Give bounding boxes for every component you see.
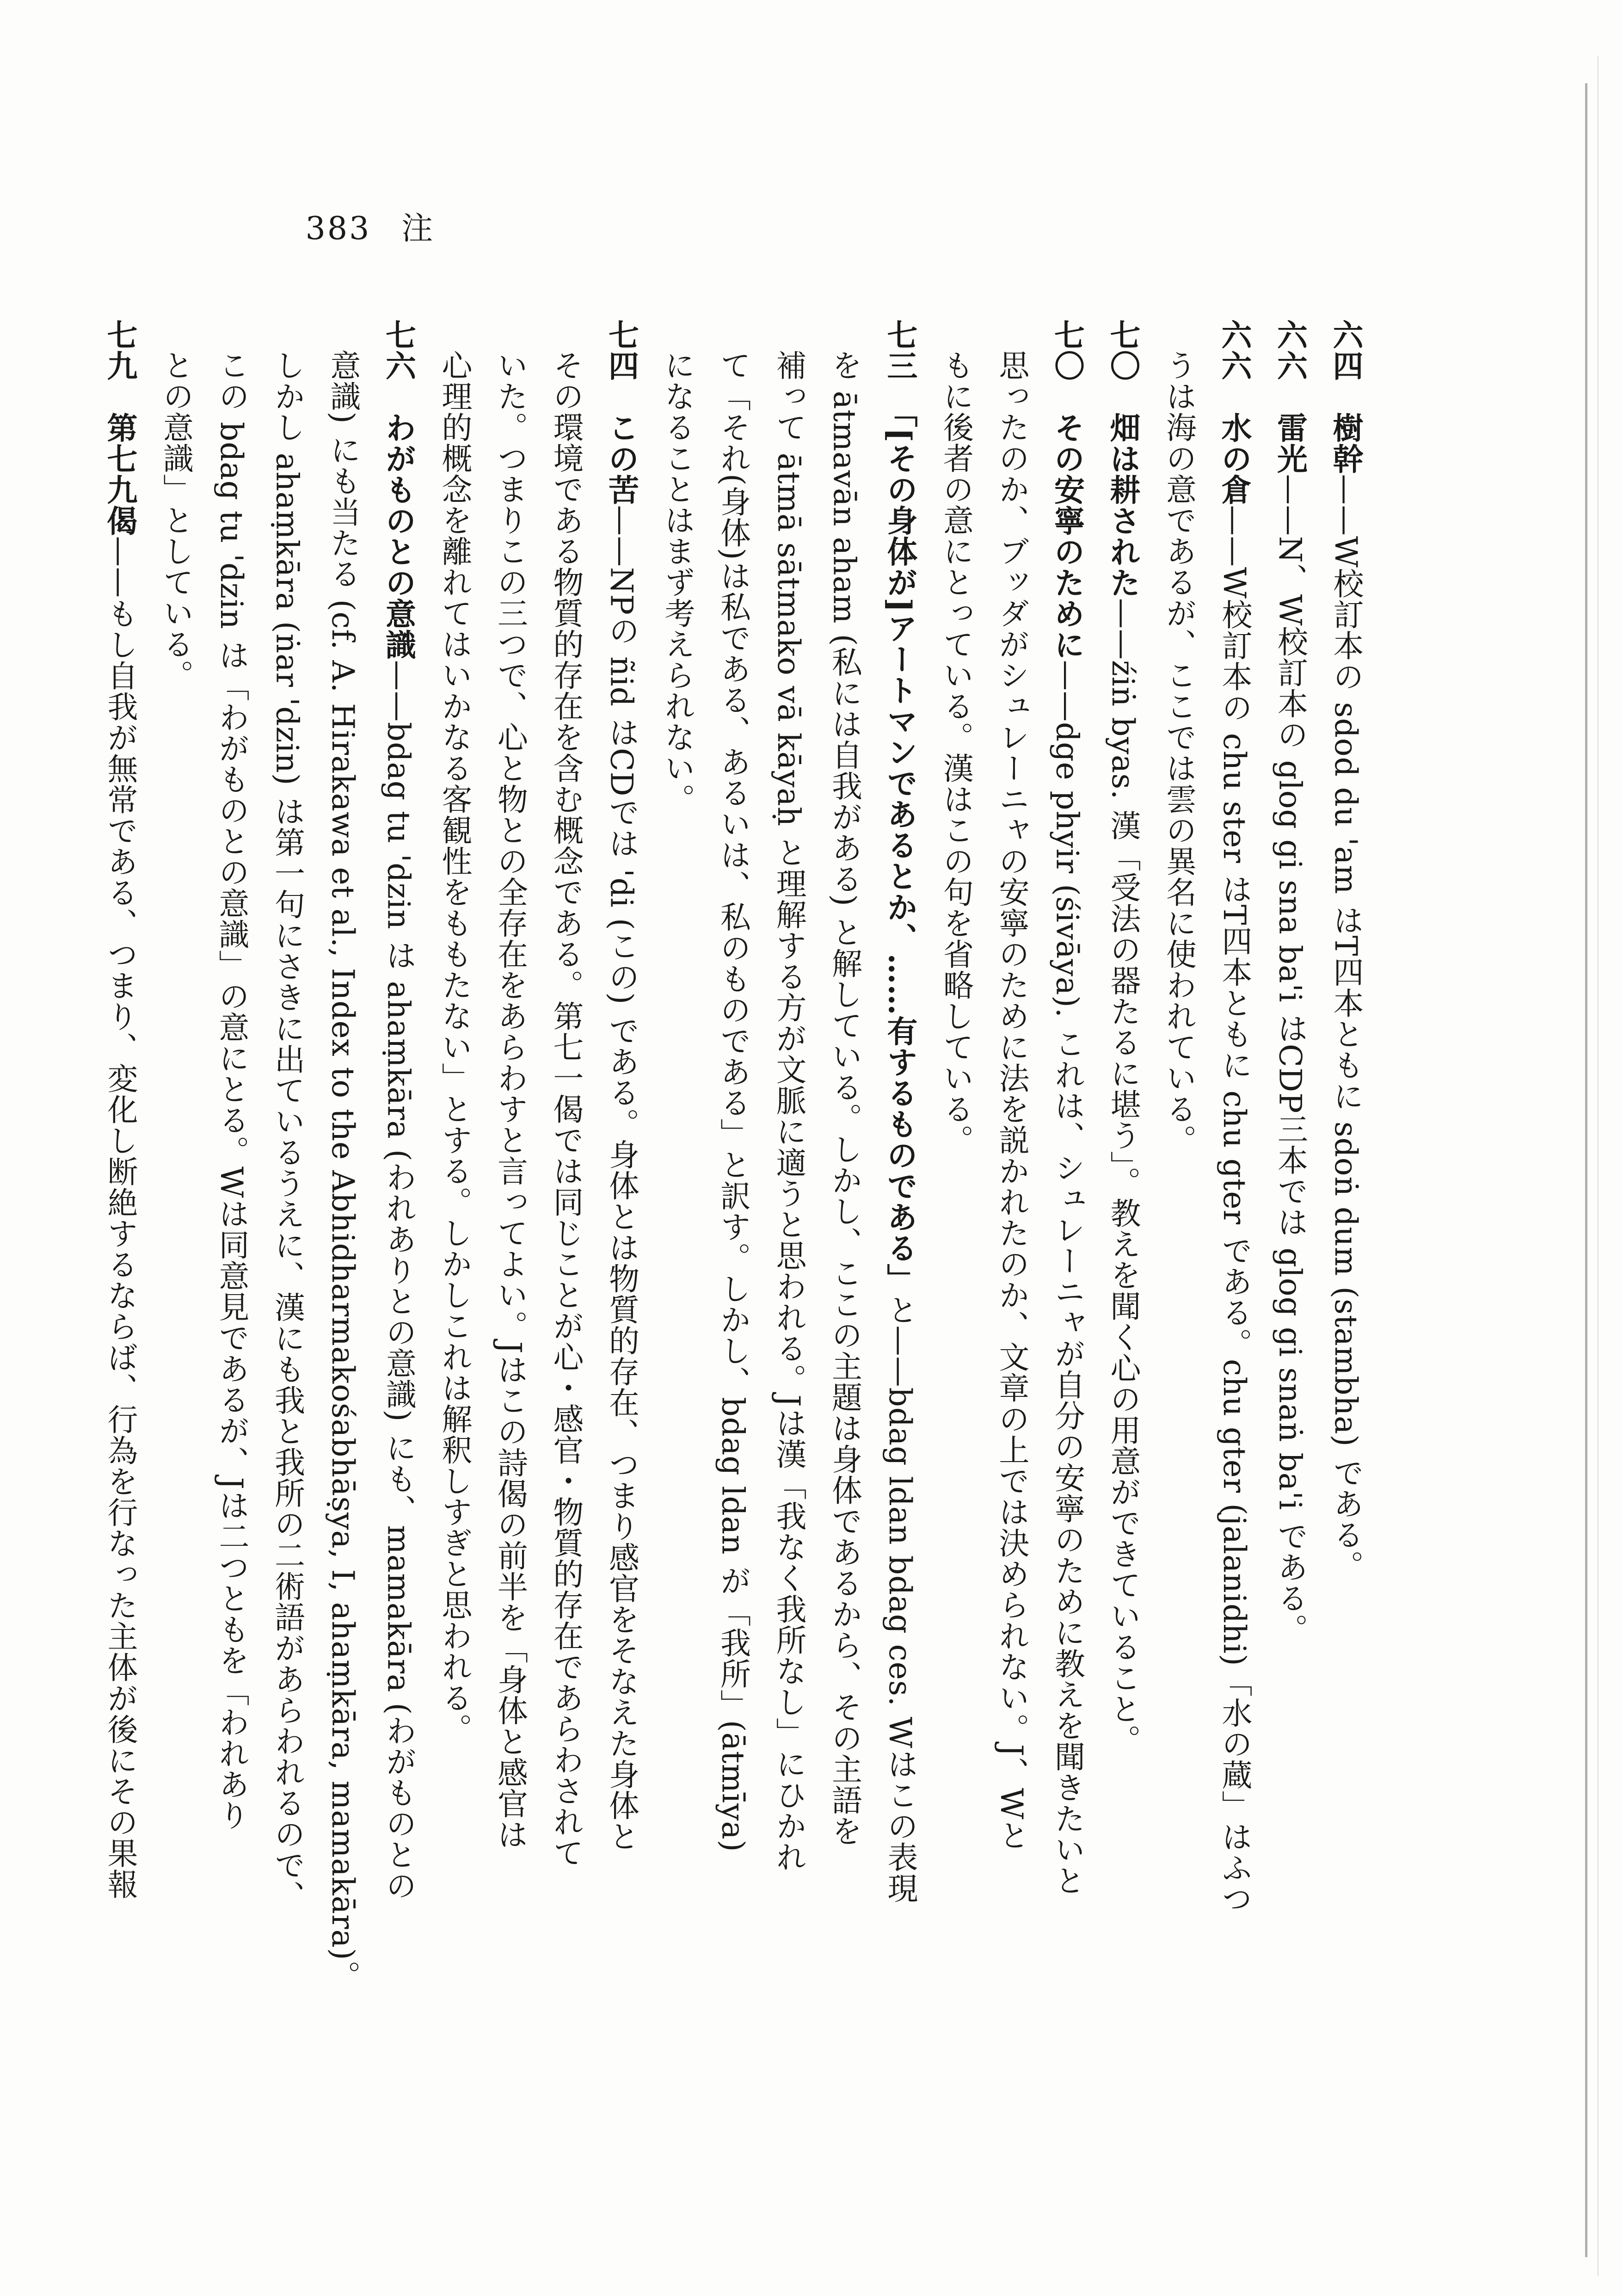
note-text: ——W校訂本の sdod du 'am はT四本ともに sdoṅ dum (stambha) である。 [1328, 474, 1364, 1581]
note-text: うは海の意であるが、ここでは雲の異名に使われている。 [1161, 350, 1197, 1155]
note-continuation-line [816, 319, 872, 2086]
note-entry [1039, 319, 1095, 2086]
note-text: もに後者の意にとっている。漢はこの句を省略している。 [938, 350, 974, 1155]
note-continuation-line [148, 319, 203, 2086]
note-entry [1095, 319, 1151, 2086]
note-label: 水の倉 [1216, 412, 1252, 505]
note-number: 七〇 [1105, 319, 1141, 381]
note-continuation-line [259, 319, 315, 2086]
note-label: 畑は耕された [1105, 412, 1141, 598]
note-number: 七九 [102, 319, 138, 381]
note-text: ——もし自我が無常である、つまり、変化し断絶するならば、行為を行なった主体が後にその果報 [102, 536, 138, 1900]
page-header [306, 204, 435, 248]
note-number: 七三 [882, 319, 918, 381]
note-label: この苦 [603, 412, 639, 505]
note-continuation-line [426, 319, 482, 2086]
note-entry [872, 319, 928, 2086]
note-entry [370, 319, 426, 2086]
note-continuation-line [482, 319, 538, 2086]
note-continuation-line [928, 319, 984, 2086]
note-text: この bdag tu 'dzin は「わがものとの意識」の意にとる。Wは同意見であるが、Jは二つともを「われあり [214, 350, 249, 1831]
note-continuation-line [203, 319, 259, 2086]
note-number: 六四 [1328, 319, 1364, 381]
note-number: 七六 [380, 319, 417, 381]
note-text: ——dge phyir (śivāya). これは、シュレーニャが自分の安寧のために教えを聞きたいと [1049, 660, 1085, 1896]
note-text: と——bdag ldan bdag ces. Wはこの表現 [882, 1294, 918, 1904]
note-continuation-line [984, 319, 1039, 2086]
note-text: との意識」としている。 [158, 350, 194, 691]
note-text: ——N、W校訂本の glog gi sna ba'i はCDP三本では glog gi snaṅ ba'i である。 [1272, 474, 1308, 1645]
note-text: ——W校訂本の chu ster はT四本ともに chu gter である。chu gter (jalanidhi)「水の蔵」はふつ [1217, 505, 1252, 1914]
note-label: 雷光 [1272, 412, 1308, 474]
note-number: 七四 [603, 319, 639, 381]
note-entry [1206, 319, 1262, 2086]
note-text: ——NPの ñid はCDでは 'di (この) である。身体とは物質的存在、つまり感官をそなえた身体と [603, 505, 639, 1852]
note-continuation-line [538, 319, 594, 2086]
note-text: ——bdag tu 'dzin は ahaṃkāra (われありとの意識) にも、mamakāra (わがものとの [381, 660, 417, 1901]
note-text: しかし ahaṃkāra (ṅar 'dzin) は第一句にさきに出ているうえに、漢にも我と我所の二術語があらわれるので、 [269, 350, 305, 1912]
scan-edge-shadow [1585, 83, 1587, 2257]
note-text: いた。つまりこの三つで、心と物との全存在をあらわすと言ってよい。Jはこの詩偈の前半を「身体と感官は [492, 350, 528, 1850]
note-text: その環境である物質的存在を含む概念である。第七一偈では同じことが心・感官・物質的存在であらわされて [548, 350, 584, 1868]
note-number: 七〇 [1049, 319, 1085, 381]
note-number: 六六 [1272, 319, 1308, 381]
note-continuation-line [1150, 319, 1206, 2086]
note-number: 六六 [1216, 319, 1252, 381]
note-text: 補って ātmā sātmako vā kāyaḥ と理解する方が文脈に適うと思われる。Jは漢「我なく我所なし」にひかれ [771, 350, 806, 1872]
note-label: 第七九偈 [102, 412, 138, 536]
note-entry [92, 319, 148, 2086]
note-entry [593, 319, 649, 2086]
note-continuation-line [315, 319, 371, 2086]
note-text: 意識) にも当たる (cf. A. Hirakawa et al., Index to the Abhidharmakośabhāṣya, I, ahaṃkāra, mamakāra)。 [325, 350, 361, 1992]
note-text: 心理的概念を離れてはいかなる客観性をももたない」とする。しかしこれは解釈しすぎと思われる。 [436, 350, 472, 1744]
note-continuation-line [705, 319, 761, 2086]
note-label: わがものとの意識 [380, 412, 417, 660]
note-label: その安寧のために [1049, 412, 1085, 660]
note-text: て「それ(身体)は私である、あるいは、私のものである」と訳す。しかし、bdag ldan が「我所」(ātmīya) [715, 350, 751, 1852]
note-label: 「[その身体が]アートマンであるとか、……有するものである」 [882, 412, 918, 1295]
page-number: 383 [305, 210, 371, 247]
note-continuation-line [761, 319, 817, 2086]
note-entry [1318, 319, 1374, 2086]
notes-body [92, 319, 1374, 2086]
note-text: 思ったのか、ブッダがシュレーニャの安寧のために法を説かれたのか、文章の上では決められない。J、Wと [994, 350, 1029, 1851]
note-text: ——źiṅ byas. 漢「受法の器たるに堪う」。教えを聞く心の用意ができていること。 [1105, 598, 1141, 1756]
note-text: を ātmavān aham (私には自我がある) と解している。しかし、ここの主題は身体であるから、その主語を [826, 350, 862, 1847]
note-entry [1262, 319, 1318, 2086]
note-text: になることはまず考えられない。 [659, 350, 695, 815]
section-title: 注 [401, 210, 435, 247]
note-label: 樹幹 [1328, 412, 1364, 474]
note-continuation-line [649, 319, 705, 2086]
